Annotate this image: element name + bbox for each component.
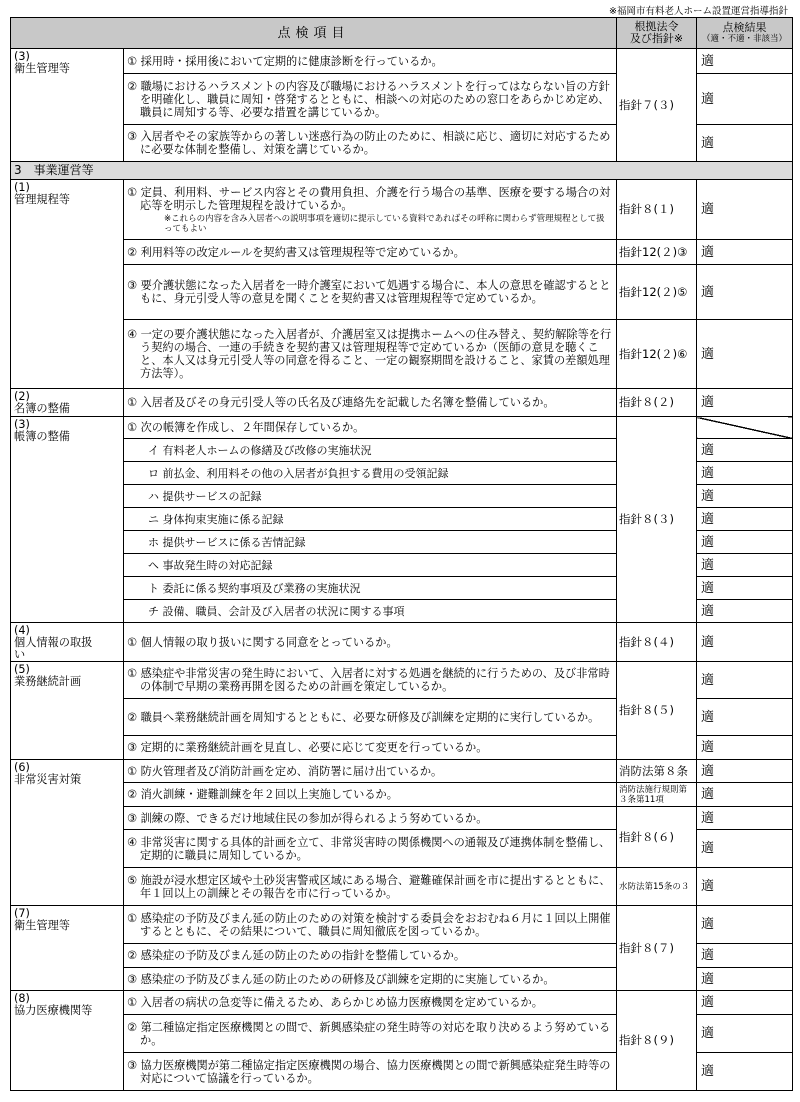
law-reference: 指針８(３) xyxy=(617,417,697,623)
check-item: ① 定員、利用料、サービス内容とその費用負担、介護を行う場合の基準、医療を要する場合の対応等を明示した管理規程を設けているか。 ※これらの内容を含み入居者への説明事項を適切に提示している資料であればその呼称に関わらず管理規程として扱ってもよい xyxy=(124,180,617,240)
table-row xyxy=(11,180,793,240)
law-reference: 指針８(７) xyxy=(617,906,697,991)
check-item: ⑤ 施設が浸水想定区域や土砂災害警戒区域にある場合、避難確保計画を市に提出するとともに、年１回以上の訓練とその報告を市に行っているか。 xyxy=(124,868,617,906)
result-cell[interactable]: 適 xyxy=(697,462,793,485)
result-cell[interactable]: 適 xyxy=(697,699,793,736)
table-row xyxy=(11,760,793,783)
check-item: ② 第二種協定指定医療機関との間で、新興感染症の発生時等の対応を取り決めるよう努めているか。 xyxy=(124,1015,617,1053)
result-cell[interactable]: 適 xyxy=(697,320,793,389)
table-row xyxy=(11,662,793,699)
result-cell[interactable]: 適 xyxy=(697,623,793,662)
category-rules: (1)管理規程等 xyxy=(11,180,124,389)
table-row xyxy=(11,868,793,906)
result-cell[interactable]: 適 xyxy=(697,736,793,760)
result-cell[interactable]: 適 xyxy=(697,240,793,265)
category-bcp: (5)業務継続計画 xyxy=(11,662,124,760)
law-reference: 指針12(２)③ xyxy=(617,240,697,265)
law-reference: 指針８(１) xyxy=(617,180,697,240)
law-reference: 指針８(６) xyxy=(617,807,697,868)
section-row xyxy=(11,162,793,180)
category-disaster: (6)非常災害対策 xyxy=(11,760,124,906)
result-cell[interactable]: 適 xyxy=(697,662,793,699)
sub-item: ヘ 事故発生時の対応記録 xyxy=(124,554,617,577)
check-item: ① 入居者の病状の急変等に備えるため、あらかじめ協力医療機関を定めているか。 xyxy=(124,991,617,1015)
result-cell[interactable]: 適 xyxy=(697,389,793,417)
sub-item: ロ 前払金、利用料その他の入居者が負担する費用の受領記録 xyxy=(124,462,617,485)
header-row xyxy=(11,18,793,49)
table-row xyxy=(11,389,793,417)
category-privacy: (4)個人情報の取扱い xyxy=(11,623,124,662)
law-reference: 指針７(３) xyxy=(617,49,697,162)
sub-item: イ 有料老人ホームの修繕及び改修の実施状況 xyxy=(124,439,617,462)
diagonal-cell xyxy=(697,417,793,439)
header-law: 根拠法令 及び指針※ xyxy=(617,18,697,49)
table-row xyxy=(11,49,793,74)
table-row xyxy=(11,623,793,662)
sub-item: ホ 提供サービスに係る苦情記録 xyxy=(124,531,617,554)
result-cell[interactable]: 適 xyxy=(697,991,793,1015)
check-item: ① 入居者及びその身元引受人等の氏名及び連絡先を記載した名簿を整備しているか。 xyxy=(124,389,617,417)
result-cell[interactable]: 適 xyxy=(697,1053,793,1091)
header-title: 点検項目 xyxy=(11,18,617,49)
inspection-table xyxy=(10,17,793,1091)
law-reference: 指針８(２) xyxy=(617,389,697,417)
result-cell[interactable]: 適 xyxy=(697,807,793,830)
source-note: ※福岡市有料老人ホーム設置運営指導指針 xyxy=(609,6,788,17)
check-item: ① 個人情報の取り扱いに関する同意をとっているか。 xyxy=(124,623,617,662)
result-cell[interactable]: 適 xyxy=(697,265,793,320)
check-item: ③ 定期的に業務継続計画を見直し、必要に応じて変更を行っているか。 xyxy=(124,736,617,760)
sub-item: ハ 提供サービスの記録 xyxy=(124,485,617,508)
result-cell[interactable]: 適 xyxy=(697,49,793,74)
result-cell[interactable]: 適 xyxy=(697,600,793,623)
law-reference: 指針12(２)⑤ xyxy=(617,265,697,320)
result-cell[interactable]: 適 xyxy=(697,968,793,991)
result-cell[interactable]: 適 xyxy=(697,760,793,783)
result-cell[interactable]: 適 xyxy=(697,180,793,240)
header-result: 点検結果 （適・不適・非該当） xyxy=(697,18,793,49)
law-reference: 消防法施行規則第３条第11項 xyxy=(617,783,697,807)
result-cell[interactable]: 適 xyxy=(697,439,793,462)
law-reference: 消防法第８条 xyxy=(617,760,697,783)
check-item: ② 利用料等の改定ルールを契約書又は管理規程等で定めているか。 xyxy=(124,240,617,265)
table-row xyxy=(11,783,793,807)
check-item: ④ 非常災害に関する具体的計画を立て、非常災害時の関係機関への通報及び連携体制を整備し、定期的に職員に周知しているか。 xyxy=(124,830,617,868)
check-item: ④ 一定の要介護状態になった入居者が、介護居室又は提携ホームへの住み替え、契約解除等を行う契約の場合、一連の手続きを契約書又は管理規程等で定めているか（医師の意見を聴くこと、本人又は身元引受人等の同意を得ること、一定の観察期間を設けること、家賃の差額処理方法等）。 xyxy=(124,320,617,389)
result-cell[interactable]: 適 xyxy=(697,508,793,531)
table-row xyxy=(11,807,793,830)
check-item: ① 次の帳簿を作成し、２年間保存しているか。 xyxy=(124,417,617,439)
check-item: ③ 入居者やその家族等からの著しい迷惑行為の防止のために、相談に応じ、適切に対応するために必要な体制を整備し、対策を講じているか。 xyxy=(124,125,617,162)
category-hygiene-2: (7)衛生管理等 xyxy=(11,906,124,991)
category-hygiene: (3)衛生管理等 xyxy=(11,49,124,162)
result-cell[interactable]: 適 xyxy=(697,125,793,162)
sub-item: ニ 身体拘束実施に係る記録 xyxy=(124,508,617,531)
result-cell[interactable]: 適 xyxy=(697,1015,793,1053)
check-item: ① 採用時・採用後において定期的に健康診断を行っているか。 xyxy=(124,49,617,74)
result-cell[interactable]: 適 xyxy=(697,577,793,600)
result-cell[interactable]: 適 xyxy=(697,531,793,554)
table-row xyxy=(11,265,793,320)
section-title: 3 事業運営等 xyxy=(11,162,793,180)
check-item: ① 感染症や非常災害の発生時において、入居者に対する処遇を継続的に行うための、及び非常時の体制で早期の業務再開を図るための計画を策定しているか。 xyxy=(124,662,617,699)
law-reference: 指針８(４) xyxy=(617,623,697,662)
category-books: (3)帳簿の整備 xyxy=(11,417,124,623)
table-row xyxy=(11,906,793,944)
result-cell[interactable]: 適 xyxy=(697,868,793,906)
result-cell[interactable]: 適 xyxy=(697,944,793,968)
result-cell[interactable]: 適 xyxy=(697,830,793,868)
law-reference: 指針８(５) xyxy=(617,662,697,760)
category-medical: (8)協力医療機関等 xyxy=(11,991,124,1091)
check-item: ① 感染症の予防及びまん延の防止のための対策を検討する委員会をおおむね６月に１回以上開催するとともに、その結果について、職員に周知徹底を図っているか。 xyxy=(124,906,617,944)
table-row xyxy=(11,417,793,439)
check-item: ③ 要介護状態になった入居者を一時介護室において処遇する場合に、本人の意思を確認するとともに、身元引受人等の意見を聞くことを契約書又は管理規程等で定めているか。 xyxy=(124,265,617,320)
category-register: (2)名簿の整備 xyxy=(11,389,124,417)
result-cell[interactable]: 適 xyxy=(697,783,793,807)
check-item: ① 防火管理者及び消防計画を定め、消防署に届け出ているか。 xyxy=(124,760,617,783)
sub-item: チ 設備、職員、会計及び入居者の状況に関する事項 xyxy=(124,600,617,623)
table-row xyxy=(11,991,793,1015)
result-cell[interactable]: 適 xyxy=(697,485,793,508)
result-cell[interactable]: 適 xyxy=(697,906,793,944)
law-reference: 指針12(２)⑥ xyxy=(617,320,697,389)
check-item: ③ 協力医療機関が第二種協定指定医療機関の場合、協力医療機関との間で新興感染症発生時等の対応について協議を行っているか。 xyxy=(124,1053,617,1091)
law-reference: 指針８(９) xyxy=(617,991,697,1091)
item-note: ※これらの内容を含み入居者への説明事項を適切に提示している資料であればその呼称に関わらず管理規程として扱ってもよい xyxy=(164,213,605,234)
table-row xyxy=(11,240,793,265)
check-item: ③ 訓練の際、できるだけ地域住民の参加が得られるよう努めているか。 xyxy=(124,807,617,830)
check-item: ③ 感染症の予防及びまん延の防止のための研修及び訓練を定期的に実施しているか。 xyxy=(124,968,617,991)
result-cell[interactable]: 適 xyxy=(697,74,793,125)
sub-item: ト 委託に係る契約事項及び業務の実施状況 xyxy=(124,577,617,600)
check-item: ② 職員へ業務継続計画を周知するとともに、必要な研修及び訓練を定期的に実行しているか。 xyxy=(124,699,617,736)
check-item: ② 感染症の予防及びまん延の防止のための指針を整備しているか。 xyxy=(124,944,617,968)
result-cell[interactable]: 適 xyxy=(697,554,793,577)
table-row xyxy=(11,320,793,389)
check-item: ② 職場におけるハラスメントの内容及び職場におけるハラスメントを行ってはならない旨の方針を明確化し、職員に周知・啓発するとともに、相談への対応のための窓口をあらかじめ定め、職員に周知する等、必要な措置を講じているか。 xyxy=(124,74,617,125)
law-reference: 水防法第15条の３ xyxy=(617,868,697,906)
check-item: ② 消火訓練・避難訓練を年２回以上実施しているか。 xyxy=(124,783,617,807)
